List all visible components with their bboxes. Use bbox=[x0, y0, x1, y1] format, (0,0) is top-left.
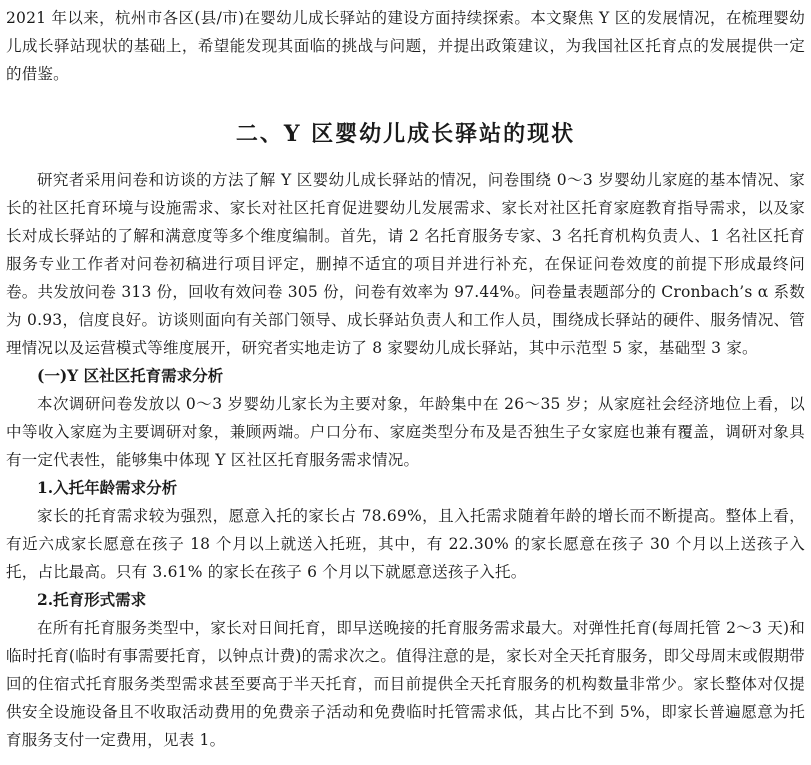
subsection-paragraph: 本次调研问卷发放以 0～3 岁婴幼儿家长为主要对象，年龄集中在 26～35 岁；从家庭社会经济地位上看，以中等收入家庭为主要调研对象，兼顾两端。户口分布、家庭类型分布及是否独生子女家庭也兼有覆盖，调研对象具有一定代表性，能够集中体现 Y 区社区托育服务需求情况。 bbox=[6, 395, 805, 469]
intro-paragraph: 2021 年以来，杭州市各区(县/市)在婴幼儿成长驿站的建设方面持续探索。本文聚焦 Y 区的发展情况，在梳理婴幼儿成长驿站现状的基础上，希望能发现其面临的挑战与问题，并提出政策建议，为我国社区托育点的发展提供一定的借鉴。 bbox=[6, 9, 805, 83]
section-title: 二、Y 区婴幼儿成长驿站的现状 bbox=[235, 121, 576, 147]
spacer bbox=[6, 158, 805, 166]
item-heading-age: 1.入托年龄需求分析 bbox=[37, 478, 178, 497]
item-heading-form: 2.托育形式需求 bbox=[37, 590, 147, 609]
item-paragraph-form: 在所有托育服务类型中，家长对日间托育，即早送晚接的托育服务需求最大。对弹性托育(每周托管 2～3 天)和临时托育(临时有事需要托育，以钟点计费)的需求次之。值得注意的是，家长对全天托育服务，即父母周末或假期带回的住宿式托育服务类型需求甚至要高于半天托育，而目前提供全天托育服务的机构数量非常少。家长整体对仅提供安全设施设备且不收取活动费用的免费亲子活动和免费临时托管需求低，其占比不到 5%，即家长普遍愿意为托育服务支付一定费用，见表 1。 bbox=[6, 619, 805, 749]
method-paragraph: 研究者采用问卷和访谈的方法了解 Y 区婴幼儿成长驿站的情况，问卷围绕 0～3 岁婴幼儿家庭的基本情况、家长的社区托育环境与设施需求、家长对社区托育促进婴幼儿发展需求、家长对社区托育家庭教育指导需求，以及家长对成长驿站的了解和满意度等多个维度编制。首先，请 2 名托育服务专家、3 名托育机构负责人、1 名社区托育服务专业工作者对问卷初稿进行项目评定，删掉不适宜的项目并进行补充，在保证问卷效度的前提下形成最终问卷。共发放问卷 313 份，回收有效问卷 305 份，问卷有效率为 97.44%。问卷量表题部分的 Cronbach’s α 系数为 0.93，信度良好。访谈则面向有关部门领导、成长驿站负责人和工作人员，围绕成长驿站的硬件、服务情况、管理情况以及运营模式等维度展开，研究者实地走访了 8 家婴幼儿成长驿站，其中示范型 5 家，基础型 3 家。 bbox=[6, 171, 805, 357]
item-paragraph-age: 家长的托育需求较为强烈，愿意入托的家长占 78.69%，且入托需求随着年龄的增长而不断提高。整体上看，有近六成家长愿意在孩子 18 个月以上就送入托班，其中，有 22.30% 的家长愿意在孩子 30 个月以上送孩子入托，占比最高。只有 3.61% 的家长在孩子 6 个月以下就愿意送孩子入托。 bbox=[6, 507, 805, 581]
subsection-heading: (一)Y 区社区托育需求分析 bbox=[37, 366, 224, 385]
